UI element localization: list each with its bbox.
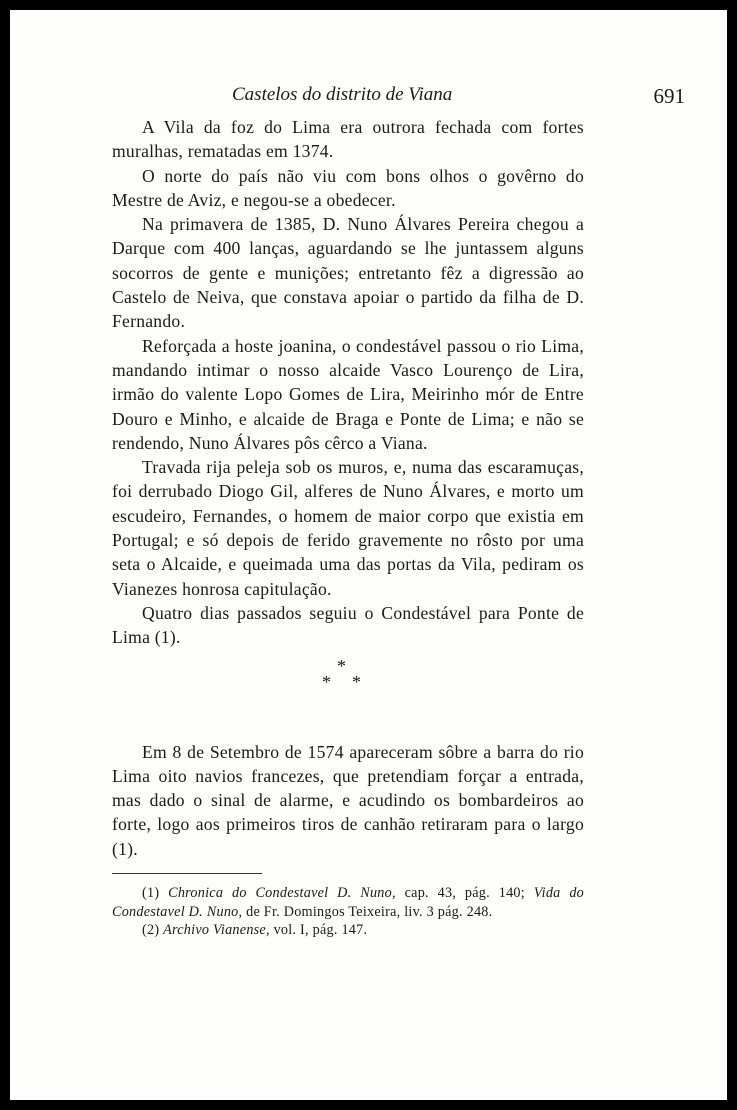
paragraph: Na primavera de 1385, D. Nuno Álvares Pereira chegou a Darque com 400 lanças, aguardando se lhe juntassem alguns socorros de gente e munições; entretanto fêz a digressão ao Castelo de Neiva, que constava apoiar o partido da filha de D. Fernando.: [112, 214, 584, 332]
paragraph: A Vila da foz do Lima era outrora fechada com fortes muralhas, rematadas em 1374.: [112, 117, 584, 162]
paragraph: O norte do país não viu com bons olhos o govêrno do Mestre de Aviz, e negou-se a obedecer.: [112, 165, 584, 210]
footnote-marker: (1): [142, 885, 160, 902]
footnote-title: Chronica do Condestavel D. Nuno: [168, 885, 392, 902]
paragraph: Reforçada a hoste joanina, o condestável passou o rio Lima, mandando intimar o nosso alcaide Vasco Lourenço de Lira, irmão do valente Lopo Gomes de Lira, Meirinho mór de Entre Douro e Minho, e alcaide de Braga e Ponte de Lima; e não se rendendo, Nuno Álvares pôs cêrco a Viana.: [112, 335, 584, 453]
separator-star: *: [352, 671, 362, 692]
footnote-1: [112, 884, 584, 921]
footnote-ref: , de Fr. Domingos Teixeira, liv. 3 pág. 248.: [238, 903, 493, 920]
separator-star: *: [337, 655, 347, 676]
paragraph: Quatro dias passados seguiu o Condestável para Ponte de Lima (1).: [112, 602, 584, 648]
spacer: [112, 702, 584, 740]
footnote-ref: , cap. 43, pág. 140;: [392, 885, 534, 902]
footnote-rule: [112, 873, 262, 874]
page-number: 691: [653, 84, 685, 108]
book-page: [10, 10, 727, 1100]
footnote-title: Archivo Vianense: [163, 922, 266, 939]
page-header: [10, 84, 727, 114]
body-text: [112, 115, 584, 940]
footnote-marker: (2): [142, 922, 160, 939]
paragraph: Travada rija peleja sob os muros, e, numa das escaramuças, foi derrubado Diogo Gil, alferes de Nuno Álvares, e morto um escudeiro, Fernandes, o homem de maior corpo que existia em Portugal; e só depois de ferido gravemente no rôsto por uma seta o Alcaide, e queimada uma das portas da Vila, pediram os Vianezes honrosa capitulação.: [112, 457, 584, 599]
section-separator: [112, 650, 584, 702]
footnotes: [112, 884, 584, 940]
running-title: Castelos do distrito de Viana: [232, 84, 453, 105]
footnote-ref: , vol. I, pág. 147.: [265, 922, 368, 939]
paragraph: Em 8 de Setembro de 1574 apareceram sôbre a barra do rio Lima oito navios francezes, que pretendiam forçar a entrada, mas dado o sinal de alarme, e acudindo os bombardeiros ao forte, logo aos primeiros tiros de canhão retiraram para o largo (1).: [112, 741, 584, 859]
footnote-title: Vida do Condestavel D. Nuno: [112, 885, 585, 920]
footnote-2: [112, 921, 584, 940]
separator-star: *: [322, 671, 332, 692]
